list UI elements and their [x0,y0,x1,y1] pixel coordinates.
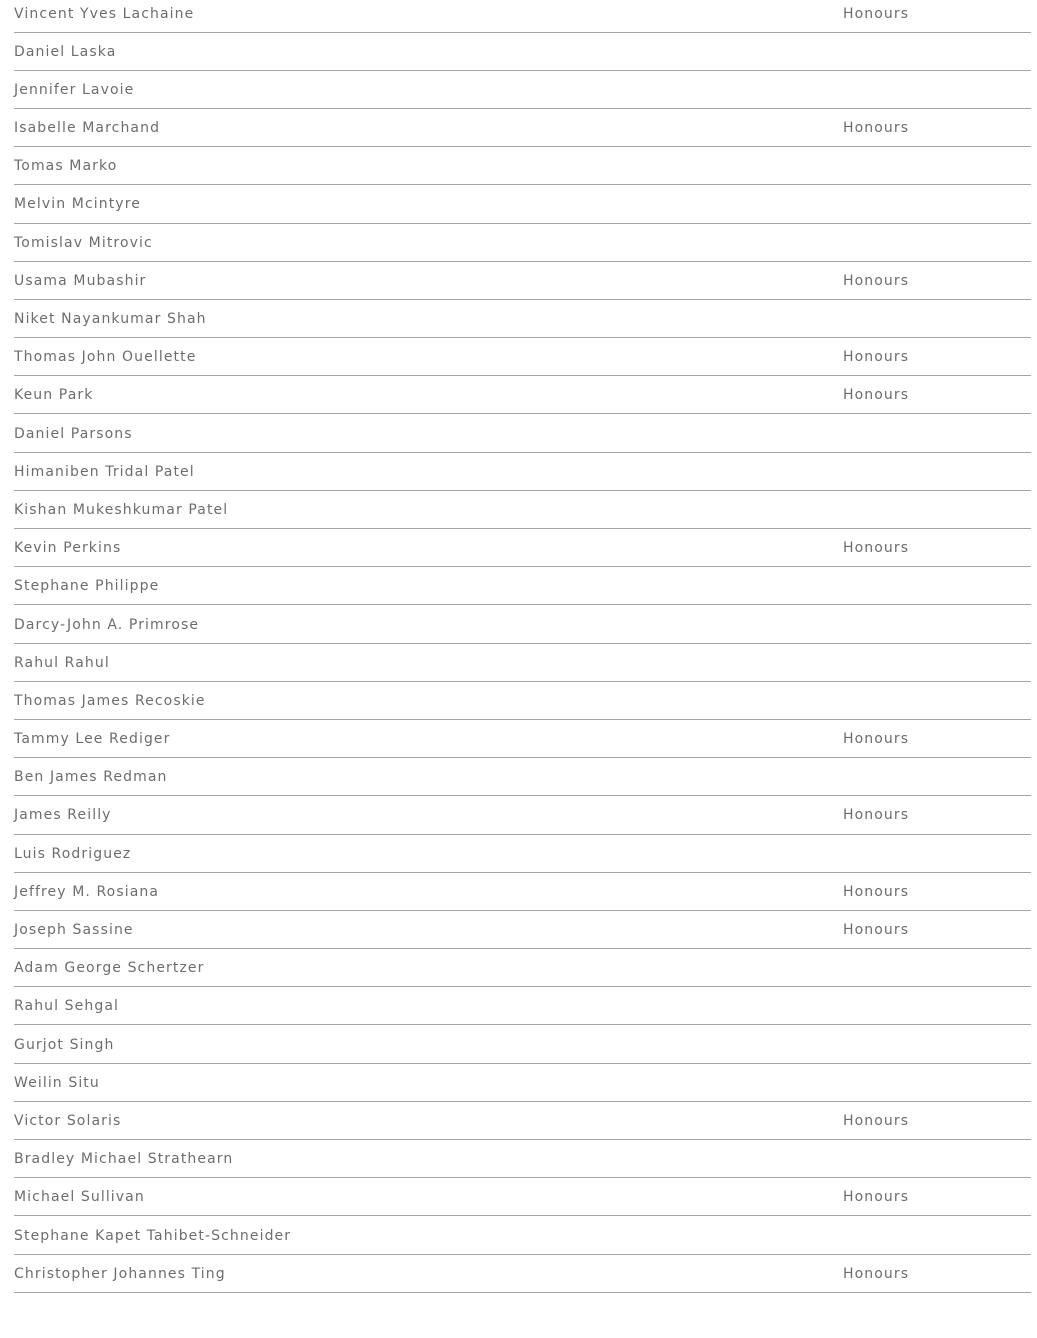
person-name: Tomislav Mitrovic [14,234,153,251]
honours-designation: Honours [843,272,910,289]
table-row [0,453,1031,491]
person-name: Thomas John Ouellette [14,349,197,366]
table-row [0,262,1031,300]
table-row [0,720,1031,758]
person-name: Jeffrey M. Rosiana [14,883,160,900]
table-row [0,376,1031,414]
honours-designation: Honours [843,349,910,366]
person-name: Michael Sullivan [14,1189,145,1206]
person-name: Kishan Mukeshkumar Patel [14,501,229,518]
table-row [0,491,1031,529]
honours-designation: Honours [843,5,910,22]
honours-designation: Honours [843,1265,910,1282]
table-row [0,835,1031,873]
person-name: Isabelle Marchand [14,120,161,137]
person-name: Thomas James Recoskie [14,692,206,709]
table-row [0,1102,1031,1140]
table-row [0,873,1031,911]
person-name: Tomas Marko [14,158,118,175]
honours-designation: Honours [843,387,910,404]
person-name: Tammy Lee Rediger [14,731,171,748]
person-name: Christopher Johannes Ting [14,1265,226,1282]
table-row [0,987,1031,1025]
person-name: Vincent Yves Lachaine [14,5,195,22]
table-row [0,1216,1031,1254]
table-row [0,1255,1031,1293]
honours-designation: Honours [843,1189,910,1206]
person-name: Daniel Laska [14,43,117,60]
person-name: Adam George Schertzer [14,960,205,977]
table-row [0,758,1031,796]
person-name: Stephane Philippe [14,578,160,595]
table-row [0,796,1031,834]
person-name: Darcy-John A. Primrose [14,616,200,633]
person-name: Weilin Situ [14,1074,100,1091]
person-name: Rahul Rahul [14,654,110,671]
table-row [0,224,1031,262]
table-row [0,300,1031,338]
honours-designation: Honours [843,807,910,824]
table-row [0,185,1031,223]
table-row [0,949,1031,987]
honours-designation: Honours [843,1112,910,1129]
honours-designation: Honours [843,731,910,748]
table-row [0,414,1031,452]
honours-designation: Honours [843,540,910,557]
table-row [0,1025,1031,1063]
table-row [0,338,1031,376]
table-row [0,682,1031,720]
person-name: Kevin Perkins [14,540,122,557]
person-name: Victor Solaris [14,1112,122,1129]
table-row [0,0,1031,33]
person-name: Ben James Redman [14,769,168,786]
person-name: Usama Mubashir [14,272,147,289]
table-row [0,529,1031,567]
table-row [0,644,1031,682]
person-name: Joseph Sassine [14,922,134,938]
table-row [0,567,1031,605]
honours-designation: Honours [843,883,910,900]
table-row [0,147,1031,185]
table-row [0,605,1031,643]
person-name: James Reilly [14,807,112,824]
table-row [0,911,1031,949]
honours-designation: Honours [843,922,910,938]
person-name: Bradley Michael Strathearn [14,1151,234,1168]
person-name: Stephane Kapet Tahibet-Schneider [14,1227,292,1244]
person-name: Melvin Mcintyre [14,196,141,213]
person-name: Jennifer Lavoie [14,81,135,98]
person-name: Gurjot Singh [14,1036,115,1053]
honours-designation: Honours [843,120,910,137]
table-row [0,109,1031,147]
table-row [0,71,1031,109]
person-name: Himaniben Tridal Patel [14,463,195,480]
person-name: Rahul Sehgal [14,998,120,1015]
person-name: Luis Rodriguez [14,845,132,862]
person-name: Keun Park [14,387,94,404]
table-row [0,1140,1031,1178]
table-row [0,1064,1031,1102]
table-row [0,1178,1031,1216]
person-name: Niket Nayankumar Shah [14,311,207,327]
table-row [0,33,1031,71]
person-name: Daniel Parsons [14,425,133,442]
